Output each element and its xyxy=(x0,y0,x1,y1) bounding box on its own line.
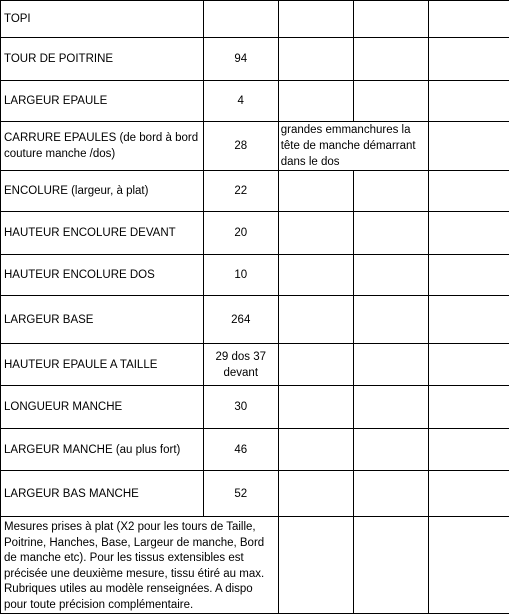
row-note[interactable]: grandes emmanchures la tête de manche démarrant dans le dos xyxy=(278,122,428,171)
row-value[interactable]: 22 xyxy=(203,171,278,212)
footer-cell[interactable] xyxy=(428,517,509,614)
row-value[interactable]: 28 xyxy=(203,122,278,171)
header-cell[interactable] xyxy=(278,1,353,38)
row-value[interactable]: 46 xyxy=(203,429,278,471)
row-cell[interactable] xyxy=(278,296,353,344)
table-row xyxy=(1,429,509,471)
row-label[interactable]: TOUR DE POITRINE xyxy=(1,38,204,81)
table-row xyxy=(1,81,509,122)
row-value[interactable]: 52 xyxy=(203,471,278,517)
row-cell[interactable] xyxy=(353,296,428,344)
table-row xyxy=(1,122,509,171)
table-row xyxy=(1,344,509,386)
row-label[interactable]: ENCOLURE (largeur, à plat) xyxy=(1,171,204,212)
row-cell[interactable] xyxy=(428,81,509,122)
row-cell[interactable] xyxy=(428,344,509,386)
row-cell[interactable] xyxy=(428,38,509,81)
row-cell[interactable] xyxy=(353,38,428,81)
table-row xyxy=(1,212,509,255)
row-label[interactable]: LARGEUR EPAULE xyxy=(1,81,204,122)
row-cell[interactable] xyxy=(278,429,353,471)
row-cell[interactable] xyxy=(278,81,353,122)
table-row xyxy=(1,255,509,296)
row-cell[interactable] xyxy=(428,212,509,255)
row-label[interactable]: HAUTEUR ENCOLURE DOS xyxy=(1,255,204,296)
row-cell[interactable] xyxy=(353,255,428,296)
row-cell[interactable] xyxy=(353,344,428,386)
table-row xyxy=(1,386,509,429)
row-cell[interactable] xyxy=(428,429,509,471)
header-cell[interactable] xyxy=(203,1,278,38)
row-cell[interactable] xyxy=(278,386,353,429)
row-value[interactable]: 20 xyxy=(203,212,278,255)
row-value[interactable]: 30 xyxy=(203,386,278,429)
row-cell[interactable] xyxy=(428,122,509,171)
row-cell[interactable] xyxy=(278,255,353,296)
row-cell[interactable] xyxy=(278,38,353,81)
row-cell[interactable] xyxy=(353,171,428,212)
row-cell[interactable] xyxy=(353,81,428,122)
table-footer-row xyxy=(1,517,509,614)
row-cell[interactable] xyxy=(353,471,428,517)
table-row xyxy=(1,471,509,517)
row-value[interactable]: 264 xyxy=(203,296,278,344)
footer-cell[interactable] xyxy=(353,517,428,614)
row-cell[interactable] xyxy=(428,471,509,517)
row-cell[interactable] xyxy=(278,212,353,255)
row-label[interactable]: LARGEUR BASE xyxy=(1,296,204,344)
footer-cell[interactable] xyxy=(278,517,353,614)
row-cell[interactable] xyxy=(353,212,428,255)
row-cell[interactable] xyxy=(428,386,509,429)
row-cell[interactable] xyxy=(278,344,353,386)
header-cell[interactable] xyxy=(428,1,509,38)
row-label[interactable]: LARGEUR BAS MANCHE xyxy=(1,471,204,517)
row-cell[interactable] xyxy=(428,255,509,296)
row-value[interactable]: 10 xyxy=(203,255,278,296)
row-value[interactable]: 94 xyxy=(203,38,278,81)
row-cell[interactable] xyxy=(428,296,509,344)
row-label[interactable]: LONGUEUR MANCHE xyxy=(1,386,204,429)
row-value[interactable]: 29 dos 37 devant xyxy=(203,344,278,386)
table-row xyxy=(1,38,509,81)
row-value[interactable]: 4 xyxy=(203,81,278,122)
row-cell[interactable] xyxy=(278,171,353,212)
row-cell[interactable] xyxy=(353,429,428,471)
row-label[interactable]: HAUTEUR EPAULE A TAILLE xyxy=(1,344,204,386)
row-cell[interactable] xyxy=(353,386,428,429)
row-cell[interactable] xyxy=(428,171,509,212)
footer-note[interactable]: Mesures prises à plat (X2 pour les tours de Taille, Poitrine, Hanches, Base, Largeur de manche, Bord de manche etc). Pour les tissus extensibles est précisée une deuxième mesure, tissu étiré au max. Rubriques utiles au modèle renseignées. A dispo pour toute précision complémentaire. xyxy=(1,517,279,614)
header-label[interactable]: TOPI xyxy=(1,1,204,38)
table-header-row xyxy=(1,1,509,38)
row-label[interactable]: CARRURE EPAULES (de bord à bord couture manche /dos) xyxy=(1,122,204,171)
row-cell[interactable] xyxy=(278,471,353,517)
row-label[interactable]: LARGEUR MANCHE (au plus fort) xyxy=(1,429,204,471)
row-label[interactable]: HAUTEUR ENCOLURE DEVANT xyxy=(1,212,204,255)
header-cell[interactable] xyxy=(353,1,428,38)
table-row xyxy=(1,171,509,212)
table-row xyxy=(1,296,509,344)
